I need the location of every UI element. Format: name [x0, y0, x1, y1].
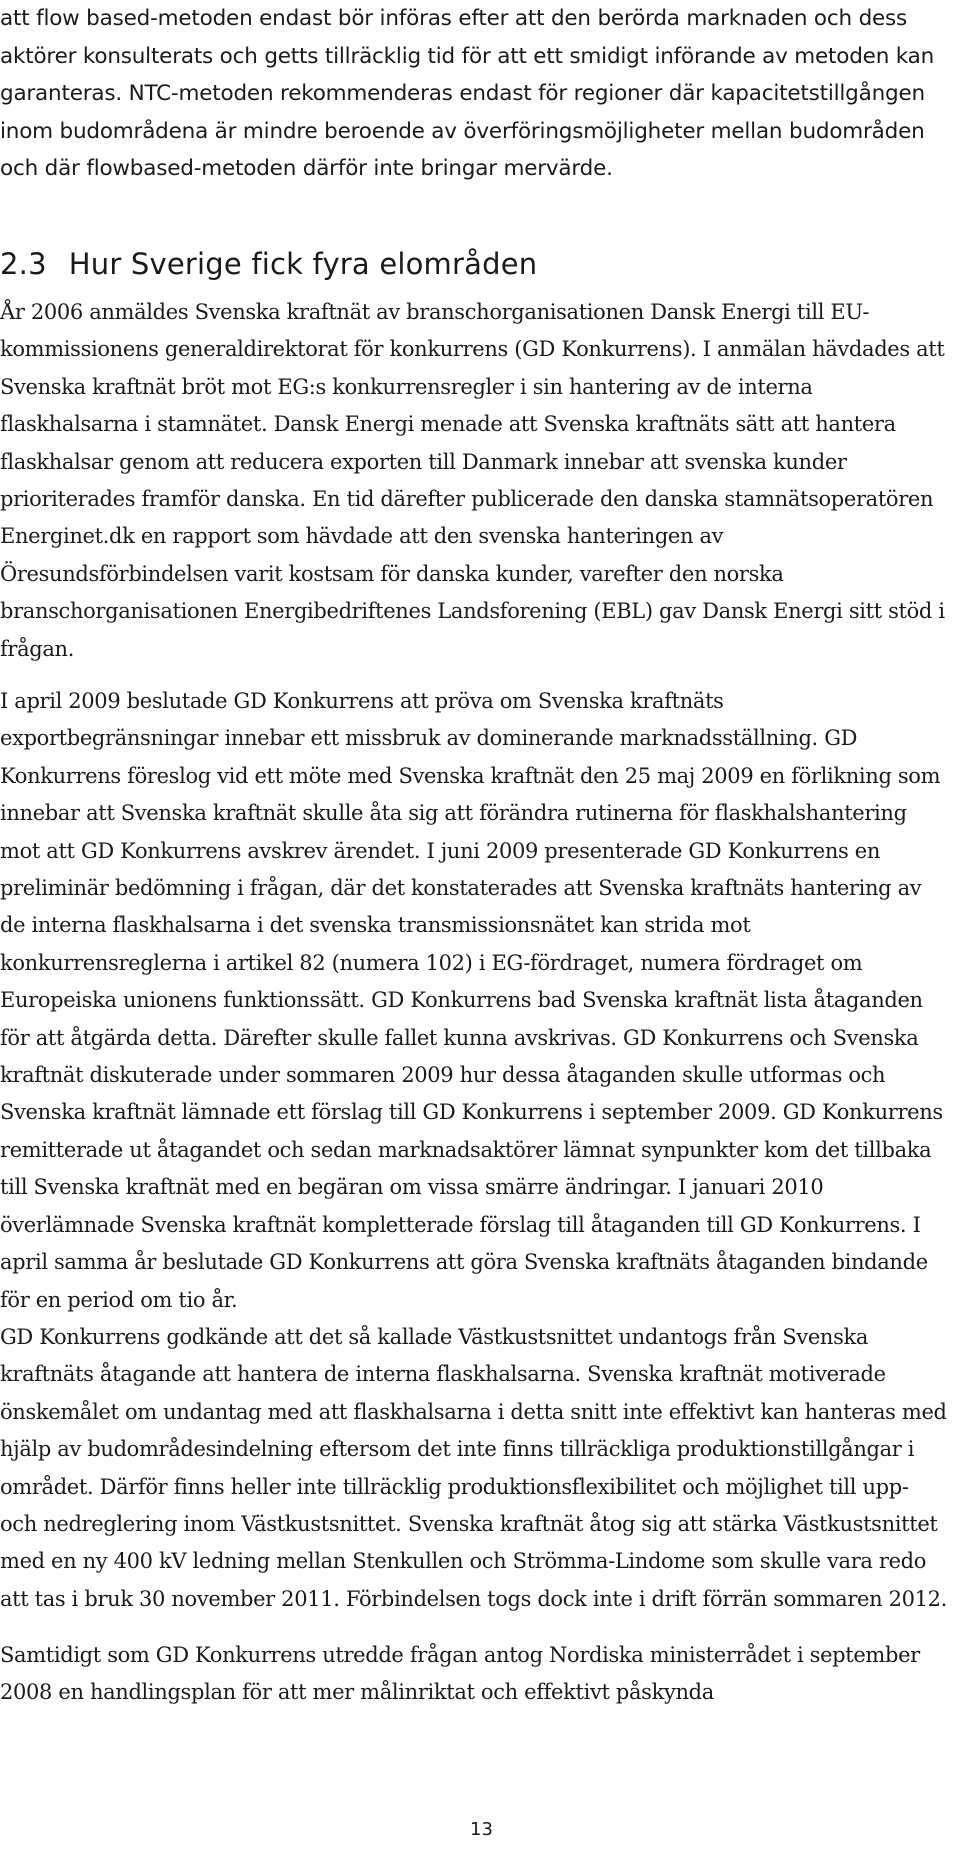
body-paragraph: I april 2009 beslutade GD Konkurrens att pröva om Svenska kraftnäts exportbegränsningar innebar ett missbruk av dominerande marknadsställning. GD Konkurrens föreslog vid ett möte med Svenska kraftnät den 25 maj 2009 en förlikning som innebar att Svenska kraftnät skulle åta sig att förändra rutinerna för flaskhalshantering mot att GD Konkurrens avskrev ärendet. I juni 2009 presenterade GD Konkurrens en preliminär bedömning i frågan, där det konstaterades att Svenska kraftnäts hantering av de interna flaskhalsarna i det svenska transmissionsnätet kan strida mot konkurrensreglerna i artikel 82 (numera 102) i EG-fördraget, numera fördraget om Europeiska unionens funktionssätt. GD Konkurrens bad Svenska kraftnät lista åtaganden för att åtgärda detta. Därefter skulle fallet kunna avskrivas. GD Konkurrens och Svenska kraftnät diskuterade under sommaren 2009 hur dessa åtaganden skulle utformas och Svenska kraftnät lämnade ett förslag till GD Konkurrens i september 2009. GD Konkurrens remitterade ut åtagandet och sedan marknadsaktörer lämnat synpunkter kom det tillbaka till Svenska kraftnät med en begäran om vissa smärre ändringar. I januari 2010 överlämnade Svenska kraftnät kompletterade förslag till åtaganden till GD Konkurrens. I april samma år beslutade GD Konkurrens att göra Svenska kraftnäts åtaganden bindande för en period om tio år. — [0, 689, 943, 1312]
section-number: 2.3 — [0, 247, 47, 281]
intro-paragraph: att flow based-metoden endast bör införas efter att den berörda marknaden och dess aktörer konsulterats och getts tillräcklig tid för att ett smidigt införande av metoden kan garanteras. NTC-metoden rekommenderas endast för regioner där kapacitetstillgången inom budområdena är mindre beroende av överföringsmöjligheter mellan budområden och där flowbased-metoden därför inte bringar mervärde. — [0, 6, 935, 181]
page-number: 13 — [470, 1819, 493, 1840]
body-paragraph: Samtidigt som GD Konkurrens utredde frågan antog Nordiska ministerrådet i september 2008 en handlingsplan för att mer målinriktat och effektivt påskynda — [0, 1643, 920, 1705]
body-paragraph: GD Konkurrens godkände att det så kallade Västkustsnittet undantogs från Svenska kraftnäts åtagande att hantera de interna flaskhalsarna. Svenska kraftnät motiverade önskemålet om undantag med att flaskhalsarna i detta snitt inte effektivt kan hanteras med hjälp av budområdesindelning eftersom det inte finns tillräckliga produktionstillgångar i området. Därför finns heller inte tillräcklig produktionsflexibilitet och möjlighet till upp- och nedreglering inom Västkustsnittet. Svenska kraftnät åtog sig att stärka Västkustsnittet med en ny 400 kV ledning mellan Stenkullen och Strömma-Lindome som skulle vara redo att tas i bruk 30 november 2011. Förbindelsen togs dock inte i drift förrän sommaren 2012. — [0, 1325, 947, 1611]
section-title: Hur Sverige fick fyra elområden — [68, 247, 538, 281]
body-paragraph: År 2006 anmäldes Svenska kraftnät av branschorganisationen Dansk Energi till EU-kommissionens generaldirektorat för konkurrens (GD Konkurrens). I anmälan hävdades att Svenska kraftnät bröt mot EG:s konkurrensregler i sin hantering av de interna flaskhalsarna i stamnätet. Dansk Energi menade att Svenska kraftnäts sätt att hantera flaskhalsar genom att reducera exporten till Danmark innebar att svenska kunder prioriterades framför danska. En tid därefter publicerade den danska stamnätsoperatören Energinet.dk en rapport som hävdade att den svenska hanteringen av Öresundsförbindelsen varit kostsam för danska kunder, varefter den norska branschorganisationen Energibedriftenes Landsforening (EBL) gav Dansk Energi sitt stöd i frågan. — [0, 300, 945, 661]
section-heading — [0, 244, 537, 284]
